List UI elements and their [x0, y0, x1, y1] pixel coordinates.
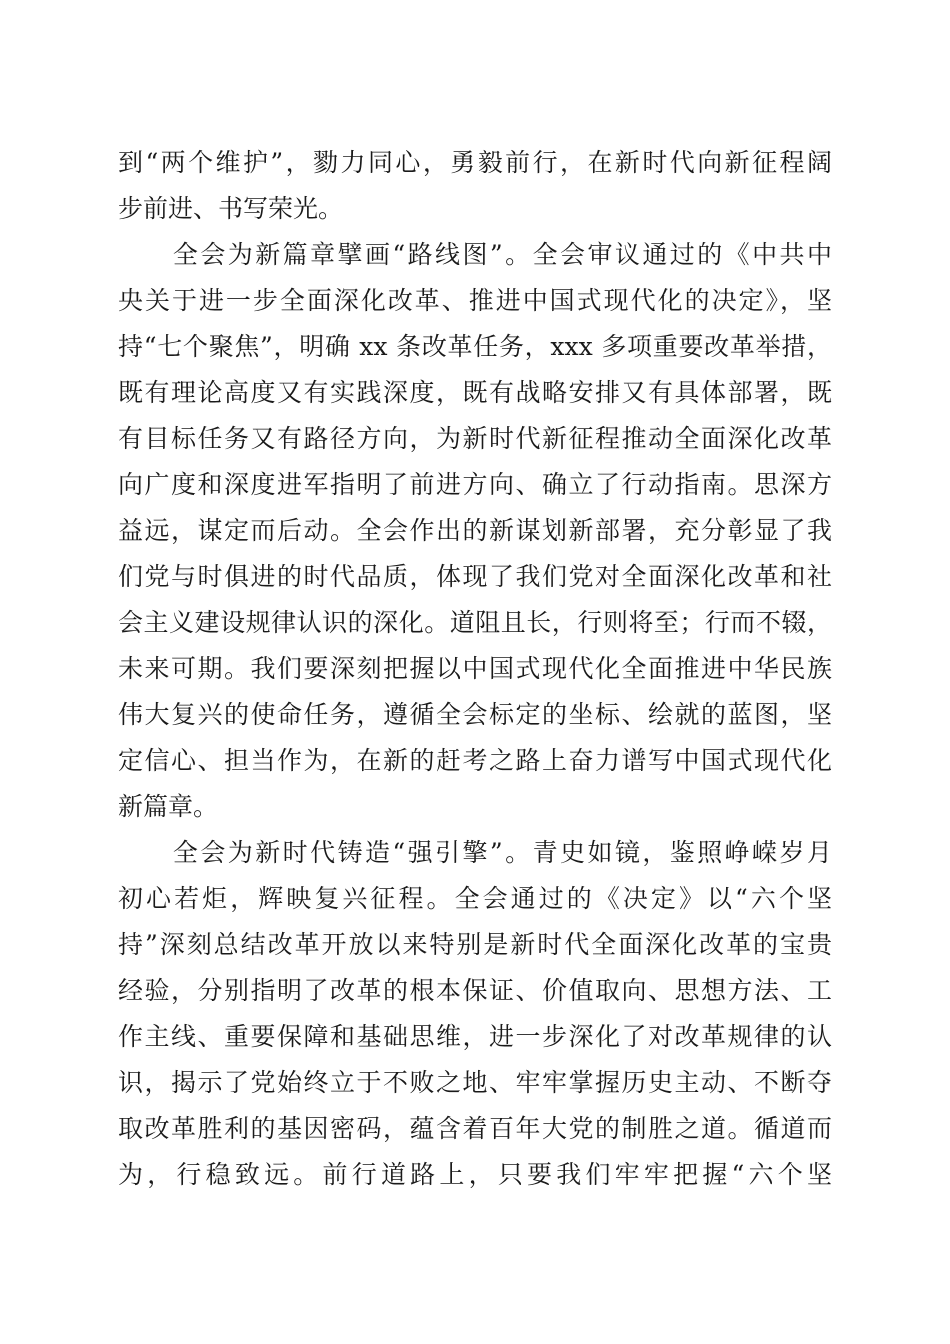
text-line: 伟大复兴的使命任务，遵循全会标定的坐标、绘就的蓝图，坚	[118, 700, 832, 729]
text-line: 取改革胜利的基因密码，蕴含着百年大党的制胜之道。循道而	[118, 1114, 832, 1143]
text-line: 会主义建设规律认识的深化。道阻且长，行则将至；行而不辍，	[118, 608, 832, 637]
text-line: 持“七个聚焦”，明确 xx 条改革任务，xxx 多项重要改革举措，	[118, 332, 832, 361]
text-line: 全会为新篇章擘画“路线图”。全会审议通过的《中共中	[118, 240, 832, 269]
text-line: 们党与时俱进的时代品质，体现了我们党对全面深化改革和社	[118, 562, 832, 591]
text-line: 未来可期。我们要深刻把握以中国式现代化全面推进中华民族	[118, 654, 832, 683]
text-line: 持”深刻总结改革开放以来特别是新时代全面深化改革的宝贵	[118, 930, 832, 959]
text-line: 经验，分别指明了改革的根本保证、价值取向、思想方法、工	[118, 976, 832, 1005]
text-line: 识，揭示了党始终立于不败之地、牢牢掌握历史主动、不断夺	[118, 1068, 832, 1097]
text-line: 有目标任务又有路径方向，为新时代新征程推动全面深化改革	[118, 424, 832, 453]
text-line: 既有理论高度又有实践深度，既有战略安排又有具体部署，既	[118, 378, 832, 407]
text-line: 为，行稳致远。前行道路上，只要我们牢牢把握“六个坚	[118, 1160, 832, 1189]
text-line: 作主线、重要保障和基础思维，进一步深化了对改革规律的认	[118, 1022, 832, 1051]
text-line: 向广度和深度进军指明了前进方向、确立了行动指南。思深方	[118, 470, 832, 499]
text-line: 益远，谋定而后动。全会作出的新谋划新部署，充分彰显了我	[118, 516, 832, 545]
text-line: 步前进、书写荣光。	[118, 194, 344, 223]
text-line: 定信心、担当作为，在新的赶考之路上奋力谱写中国式现代化	[118, 746, 832, 775]
text-line: 初心若炬，辉映复兴征程。全会通过的《决定》以“六个坚	[118, 884, 832, 913]
text-line: 全会为新时代铸造“强引擎”。青史如镜，鉴照峥嵘岁月	[118, 838, 832, 867]
text-line: 新篇章。	[118, 792, 219, 821]
text-line: 到“两个维护”，勠力同心，勇毅前行，在新时代向新征程阔	[118, 148, 832, 177]
text-line: 央关于进一步全面深化改革、推进中国式现代化的决定》，坚	[118, 286, 832, 315]
